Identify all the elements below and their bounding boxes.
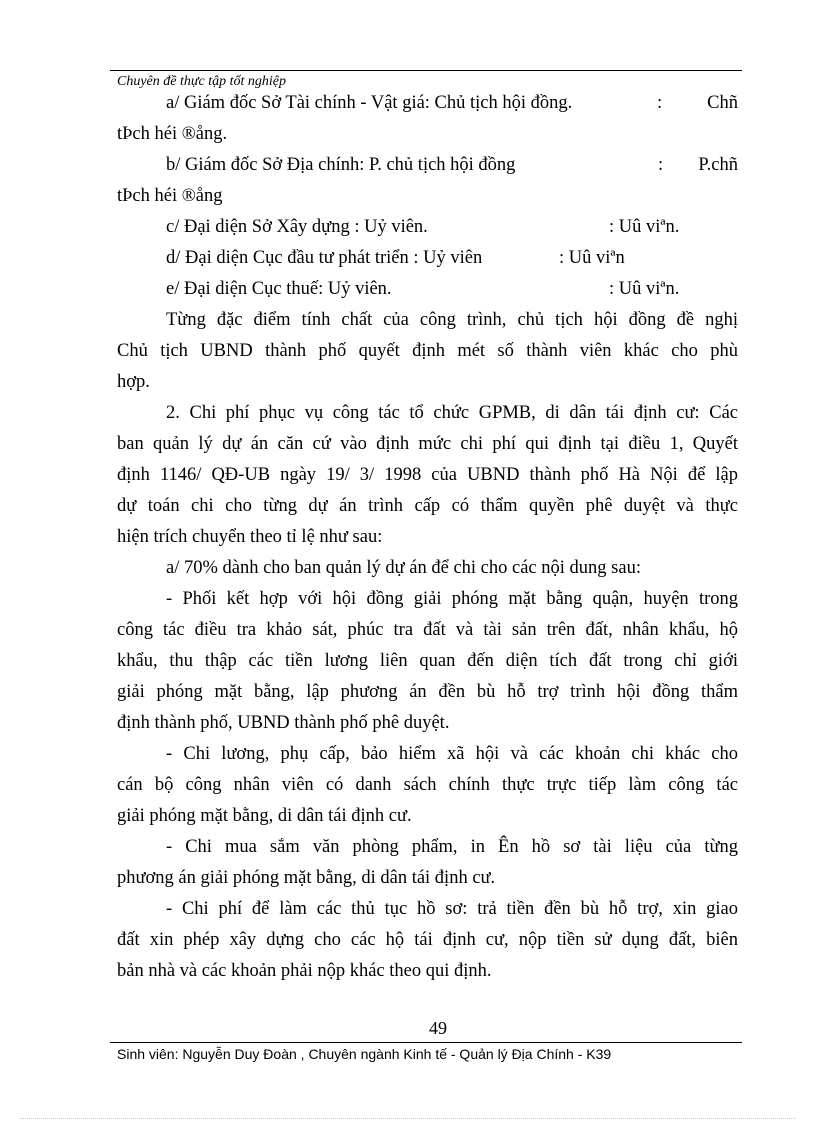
text-run: : Uû viªn.	[609, 217, 680, 237]
paragraph-line: ban quản lý dự án căn cứ vào định mức chi phí qui định tại điều 1, Quyết	[117, 434, 738, 454]
page-boundary	[20, 1118, 796, 1119]
paragraph-line: Từng đặc điểm tính chất của công trình, chủ tịch hội đồng đề nghị	[166, 310, 738, 330]
text-run: P.chñ	[698, 155, 738, 175]
paragraph-line: công tác điều tra khảo sát, phúc tra đất và tài sản trên đất, nhân khẩu, hộ	[117, 620, 738, 640]
paragraph-line: giải phóng mặt bằng, lập phương án đền bù hỗ trợ trình hội đồng thẩm	[117, 682, 738, 702]
paragraph-line: tÞch héi ®ång	[117, 186, 223, 206]
text-run: b/ Giám đốc Sở Địa chính: P. chủ tịch hội đồng	[166, 155, 516, 175]
footer-rule	[110, 1042, 742, 1043]
paragraph-line	[117, 150, 738, 181]
paragraph-line: - Chi lương, phụ cấp, bảo hiểm xã hội và các khoản chi khác cho	[166, 744, 738, 764]
paragraph-line: tÞch héi ®ång.	[117, 124, 228, 144]
paragraph-line	[117, 88, 738, 119]
paragraph-line: khẩu, thu thập các tiền lương liên quan đến diện tích đất trong chỉ giới	[117, 651, 738, 671]
paragraph-line: đất xin phép xây dựng cho các hộ tái định cư, nộp tiền sử dụng đất, biên	[117, 930, 738, 950]
text-run: : Uû viªn.	[609, 279, 680, 299]
text-run: d/ Đại diện Cục đầu tư phát triển : Uỷ viên	[166, 248, 483, 268]
paragraph-line	[117, 243, 738, 274]
paragraph-line: hiện trích chuyển theo tỉ lệ như sau:	[117, 527, 383, 547]
paragraph-line: dự toán chi cho từng dự án trình cấp có thẩm quyền phê duyệt và thực	[117, 496, 738, 516]
paragraph-line	[117, 274, 738, 305]
paragraph-line: giải phóng mặt bằng, di dân tái định cư.	[117, 806, 412, 826]
paragraph-line: a/ 70% dành cho ban quản lý dự án để chi cho các nội dung sau:	[166, 558, 641, 578]
paragraph-line: - Chi phí để làm các thủ tục hồ sơ: trả tiền đền bù hỗ trợ, xin giao	[166, 899, 738, 919]
paragraph-line: Chủ tịch UBND thành phố quyết định mét số thành viên khác cho phù	[117, 341, 738, 361]
paragraph-line: phương án giải phóng mặt bằng, di dân tái định cư.	[117, 868, 496, 888]
paragraph-line	[117, 212, 738, 243]
text-run: a/ Giám đốc Sở Tài chính - Vật giá: Chủ tịch hội đồng.	[166, 93, 573, 113]
colon: :	[657, 93, 663, 113]
paragraph-line: định 1146/ QĐ-UB ngày 19/ 3/ 1998 của UBND thành phố Hà Nội để lập	[117, 465, 738, 485]
body-text	[117, 88, 738, 987]
paragraph-line: bản nhà và các khoản phải nộp khác theo qui định.	[117, 961, 492, 981]
page-number: 49	[429, 1018, 447, 1038]
header-rule	[110, 70, 742, 71]
paragraph-line: định thành phố, UBND thành phố phê duyệt.	[117, 713, 450, 733]
text-run: c/ Đại diện Sở Xây dựng : Uỷ viên.	[166, 217, 428, 237]
paragraph-line: cán bộ công nhân viên có danh sách chính thực trực tiếp làm công tác	[117, 775, 738, 795]
text-run: e/ Đại diện Cục thuế: Uỷ viên.	[166, 279, 392, 299]
footer-text: Sinh viên: Nguyễn Duy Đoàn , Chuyên ngành Kinh tế - Quản lý Địa Chính - K39	[117, 1046, 612, 1062]
paragraph-line: hợp.	[117, 372, 150, 392]
colon: :	[658, 155, 664, 175]
text-run: Chñ	[707, 93, 738, 113]
paragraph-line: 2. Chi phí phục vụ công tác tổ chức GPMB, di dân tái định cư: Các	[166, 403, 738, 423]
text-run: : Uû viªn	[559, 248, 625, 268]
running-header: Chuyên đề thực tập tốt nghiệp	[117, 74, 286, 89]
paragraph-line: - Chi mua sắm văn phòng phẩm, in Ên hồ sơ tài liệu của từng	[166, 837, 738, 857]
paragraph-line: - Phối kết hợp với hội đồng giải phóng mặt bằng quận, huyện trong	[166, 589, 738, 609]
